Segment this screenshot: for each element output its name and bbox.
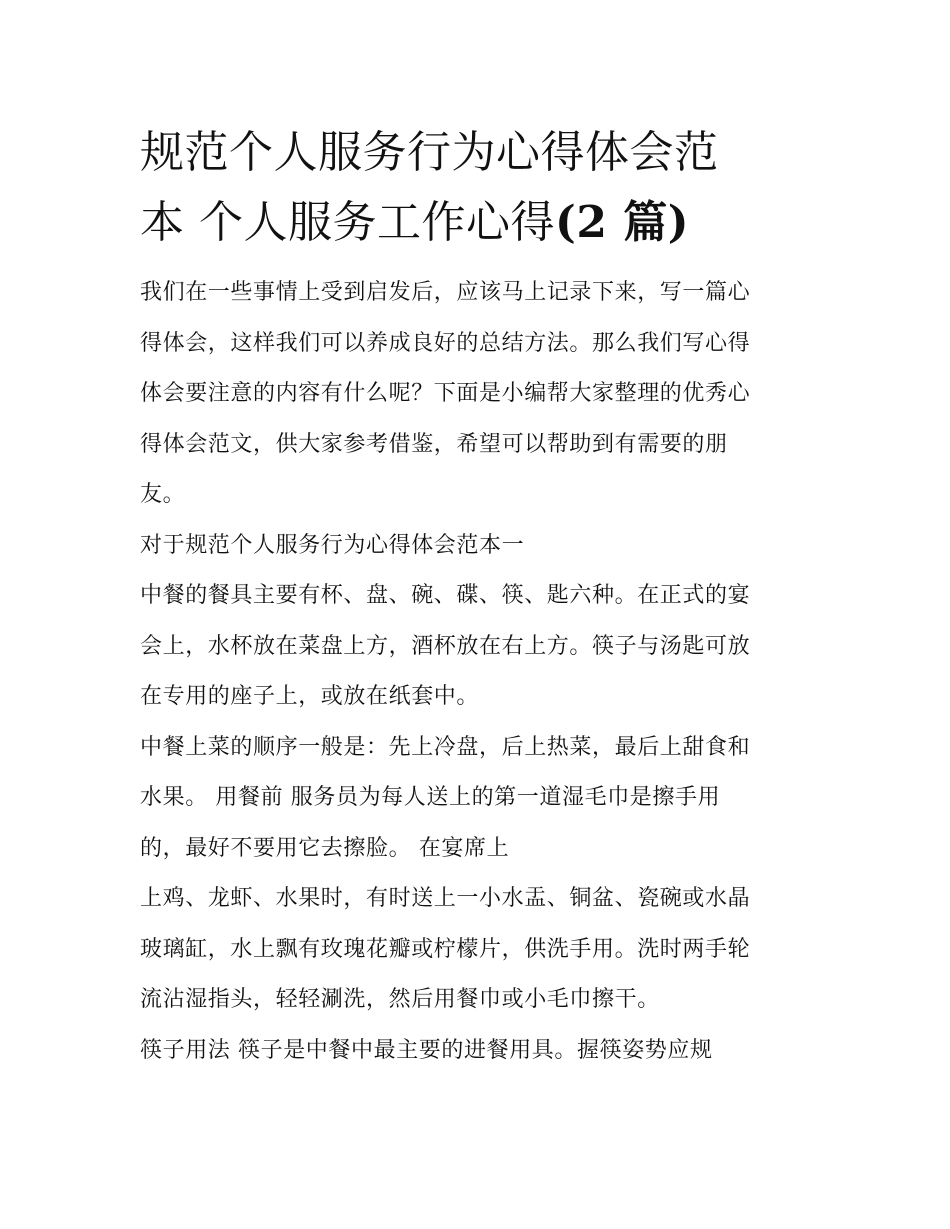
document-body xyxy=(140,268,820,1076)
title-line-text: 规范个人服务行为心得体会范 xyxy=(140,127,719,178)
text-line: 我们在一些事情上受到启发后，应该马上记录下来，写一篇心 xyxy=(140,280,751,305)
text-line: 友。 xyxy=(140,482,186,507)
text-line: 的，最好不要用它去擦脸。 在宴席上 xyxy=(140,835,510,861)
text-line: 对于规范个人服务行为心得体会范本一 xyxy=(140,532,525,558)
title-line xyxy=(140,118,820,188)
text-line: 中餐上菜的顺序一般是：先上冷盘，后上热菜，最后上甜食和 xyxy=(140,734,751,760)
text-line: 得体会，这样我们可以养成良好的总结方法。那么我们写心得 xyxy=(140,330,751,356)
title-line xyxy=(140,188,820,258)
text-line: 体会要注意的内容有什么呢？下面是小编帮大家整理的优秀心 xyxy=(140,381,751,406)
text-line: 得体会范文，供大家参考借鉴，希望可以帮助到有需要的朋 xyxy=(140,431,728,457)
title-count: (2 篇) xyxy=(555,197,690,248)
chopsticks-paragraph xyxy=(140,1026,820,1077)
text-line: 会上，水杯放在菜盘上方，酒杯放在右上方。筷子与汤匙可放 xyxy=(140,633,751,659)
section-heading xyxy=(140,521,820,572)
document-title xyxy=(140,118,820,258)
serving-order-paragraph xyxy=(140,723,820,875)
intro-paragraph xyxy=(140,268,820,521)
text-line: 玻璃缸，水上飘有玫瑰花瓣或柠檬片，供洗手用。洗时两手轮 xyxy=(140,936,751,962)
text-line: 水果。 用餐前 服务员为每人送上的第一道湿毛巾是擦手用 xyxy=(140,785,721,810)
document-page xyxy=(140,118,820,1076)
finger-bowl-paragraph xyxy=(140,874,820,1026)
text-line: 在专用的座子上，或放在纸套中。 xyxy=(140,684,480,709)
text-line: 流沾湿指头，轻轻涮洗，然后用餐巾或小毛巾擦干。 xyxy=(140,987,660,1012)
title-line-text: 本 个人服务工作心得 xyxy=(140,197,555,248)
text-line: 筷子用法 筷子是中餐中最主要的进餐用具。握筷姿势应规 xyxy=(140,1037,713,1063)
text-line: 上鸡、龙虾、水果时，有时送上一小水盂、铜盆、瓷碗或水晶 xyxy=(140,886,751,911)
text-line: 中餐的餐具主要有杯、盘、碗、碟、筷、匙六种。在正式的宴 xyxy=(140,583,751,608)
tableware-paragraph xyxy=(140,571,820,723)
